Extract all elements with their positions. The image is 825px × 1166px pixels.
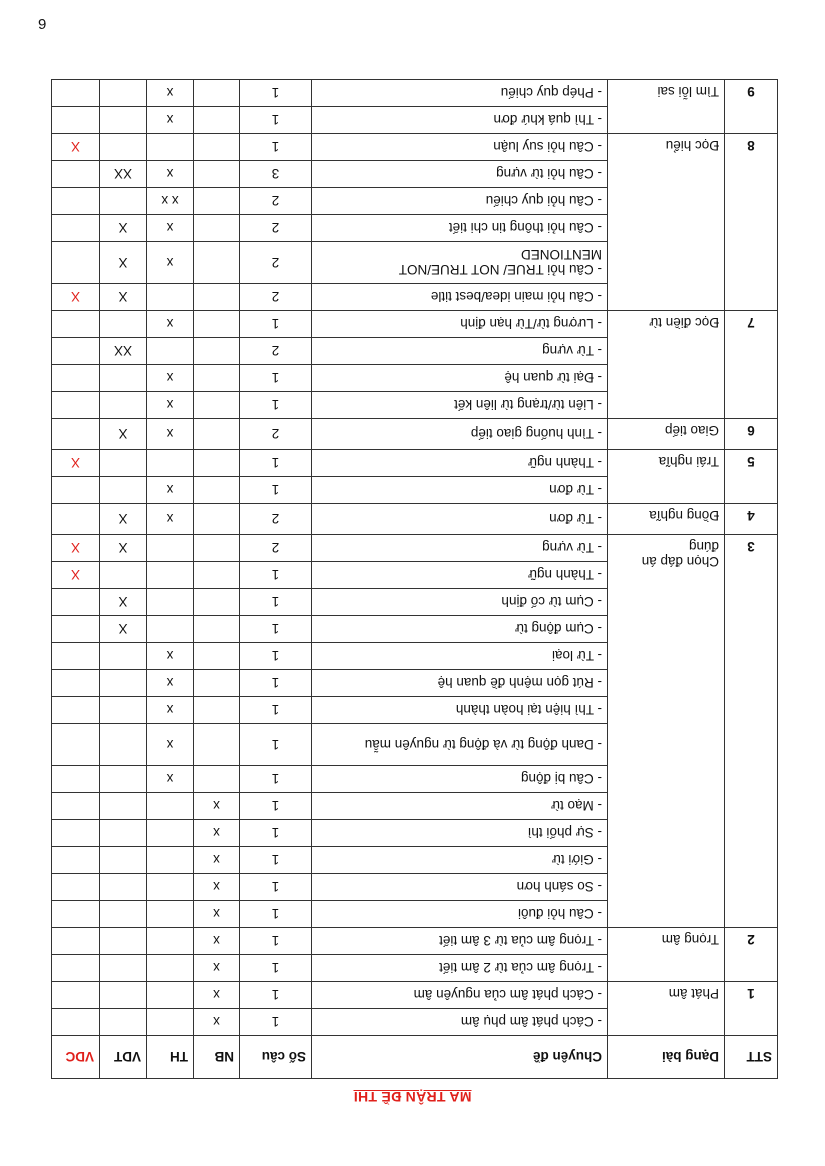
cell-vdc — [52, 504, 100, 535]
cell-vdc — [52, 724, 100, 766]
cell-vdc — [52, 161, 100, 188]
cell-vdc: X — [52, 284, 100, 311]
cell-th: x — [147, 242, 194, 284]
cell-chuyen-de: - Giới từ — [312, 847, 608, 874]
cell-stt: 4 — [725, 504, 778, 535]
cell-so-cau: 1 — [240, 820, 312, 847]
cell-nb — [194, 766, 240, 793]
cell-vdt: X — [100, 589, 147, 616]
cell-th — [147, 535, 194, 562]
cell-vdc: X — [52, 134, 100, 161]
cell-vdt: XX — [100, 161, 147, 188]
cell-nb — [194, 311, 240, 338]
cell-chuyen-de: - Câu hỏi thông tin chi tiết — [312, 215, 608, 242]
cell-th: x — [147, 670, 194, 697]
cell-so-cau: 1 — [240, 847, 312, 874]
cell-dang-bai: Đồng nghĩa — [608, 504, 725, 535]
cell-th — [147, 338, 194, 365]
cell-so-cau: 1 — [240, 107, 312, 134]
cell-so-cau: 1 — [240, 982, 312, 1009]
header-row — [52, 1036, 778, 1079]
cell-vdc — [52, 766, 100, 793]
table-row — [52, 392, 778, 419]
cell-dang-bai: Trọng âm — [608, 928, 725, 982]
cell-th — [147, 589, 194, 616]
cell-so-cau: 1 — [240, 874, 312, 901]
cell-vdt — [100, 928, 147, 955]
cell-chuyen-de: - Phép quy chiếu — [312, 80, 608, 107]
cell-vdt — [100, 901, 147, 928]
cell-nb — [194, 392, 240, 419]
cell-vdc — [52, 1009, 100, 1036]
cell-vdc — [52, 847, 100, 874]
cell-dang-bai: Chọn đáp án đúng — [608, 535, 725, 928]
header-th: TH — [147, 1036, 194, 1079]
cell-vdt — [100, 670, 147, 697]
cell-chuyen-de: - Mạo từ — [312, 793, 608, 820]
cell-nb — [194, 643, 240, 670]
cell-so-cau: 2 — [240, 188, 312, 215]
cell-chuyen-de: - Thành ngữ — [312, 450, 608, 477]
cell-nb — [194, 450, 240, 477]
cell-chuyen-de: - Từ vựng — [312, 338, 608, 365]
table-row — [52, 419, 778, 450]
cell-so-cau: 1 — [240, 724, 312, 766]
cell-nb: x — [194, 982, 240, 1009]
cell-chuyen-de: - Câu hỏi từ vựng — [312, 161, 608, 188]
cell-nb — [194, 161, 240, 188]
cell-nb — [194, 589, 240, 616]
cell-nb — [194, 284, 240, 311]
cell-vdc — [52, 107, 100, 134]
cell-th: x — [147, 365, 194, 392]
cell-vdt — [100, 562, 147, 589]
table-row — [52, 955, 778, 982]
cell-nb — [194, 107, 240, 134]
cell-th — [147, 901, 194, 928]
cell-vdt — [100, 1009, 147, 1036]
cell-chuyen-de: - Từ đơn — [312, 477, 608, 504]
cell-th — [147, 928, 194, 955]
header-vdt: VDT — [100, 1036, 147, 1079]
cell-vdc — [52, 80, 100, 107]
cell-nb — [194, 215, 240, 242]
cell-chuyen-de: - Câu hỏi đuôi — [312, 901, 608, 928]
cell-th: x — [147, 392, 194, 419]
table-row — [52, 107, 778, 134]
cell-vdc — [52, 589, 100, 616]
cell-nb — [194, 697, 240, 724]
cell-stt: 2 — [725, 928, 778, 982]
cell-vdt — [100, 365, 147, 392]
cell-th — [147, 955, 194, 982]
cell-vdc — [52, 820, 100, 847]
cell-th — [147, 134, 194, 161]
cell-vdc — [52, 215, 100, 242]
cell-so-cau: 1 — [240, 1009, 312, 1036]
cell-so-cau: 3 — [240, 161, 312, 188]
cell-vdc — [52, 338, 100, 365]
cell-vdc — [52, 670, 100, 697]
cell-so-cau: 1 — [240, 134, 312, 161]
header-chuyen-de: Chuyên đề — [312, 1036, 608, 1079]
cell-nb — [194, 535, 240, 562]
cell-th: x — [147, 477, 194, 504]
cell-so-cau: 1 — [240, 670, 312, 697]
cell-so-cau: 1 — [240, 589, 312, 616]
cell-vdc — [52, 955, 100, 982]
table-row — [52, 284, 778, 311]
cell-vdt — [100, 311, 147, 338]
cell-nb — [194, 562, 240, 589]
cell-nb: x — [194, 847, 240, 874]
cell-vdt: X — [100, 419, 147, 450]
header-stt: STT — [725, 1036, 778, 1079]
cell-so-cau: 1 — [240, 80, 312, 107]
cell-th: x x — [147, 188, 194, 215]
cell-nb: x — [194, 820, 240, 847]
cell-nb — [194, 616, 240, 643]
cell-stt: 6 — [725, 419, 778, 450]
cell-chuyen-de: - Câu bị động — [312, 766, 608, 793]
cell-so-cau: 1 — [240, 450, 312, 477]
cell-chuyen-de: - Lượng từ/Từ hạn định — [312, 311, 608, 338]
cell-so-cau: 1 — [240, 392, 312, 419]
cell-so-cau: 1 — [240, 643, 312, 670]
cell-vdc: X — [52, 535, 100, 562]
cell-stt: 1 — [725, 982, 778, 1036]
cell-vdt — [100, 392, 147, 419]
cell-vdt — [100, 766, 147, 793]
cell-stt: 3 — [725, 535, 778, 928]
cell-th: x — [147, 311, 194, 338]
cell-so-cau: 2 — [240, 504, 312, 535]
header-nb: NB — [194, 1036, 240, 1079]
cell-vdc — [52, 311, 100, 338]
cell-vdc — [52, 365, 100, 392]
cell-vdt: X — [100, 284, 147, 311]
cell-th — [147, 1009, 194, 1036]
cell-nb: x — [194, 874, 240, 901]
cell-th — [147, 874, 194, 901]
cell-chuyen-de: - Trọng âm của từ 3 âm tiết — [312, 928, 608, 955]
cell-th: x — [147, 161, 194, 188]
cell-th: x — [147, 504, 194, 535]
cell-vdt — [100, 188, 147, 215]
cell-chuyen-de: - Liên từ/trạng từ liên kết — [312, 392, 608, 419]
cell-th — [147, 793, 194, 820]
cell-so-cau: 2 — [240, 215, 312, 242]
cell-vdt: X — [100, 535, 147, 562]
cell-chuyen-de: - So sánh hơn — [312, 874, 608, 901]
cell-chuyen-de: - Rút gọn mệnh đề quan hệ — [312, 670, 608, 697]
cell-vdt — [100, 820, 147, 847]
cell-vdt: X — [100, 242, 147, 284]
cell-th: x — [147, 107, 194, 134]
exam-matrix-table — [51, 79, 778, 1079]
cell-nb — [194, 419, 240, 450]
cell-chuyen-de: - Thì quá khứ đơn — [312, 107, 608, 134]
cell-so-cau: 1 — [240, 766, 312, 793]
cell-so-cau: 2 — [240, 419, 312, 450]
cell-vdc — [52, 697, 100, 724]
cell-vdt: X — [100, 616, 147, 643]
cell-chuyen-de: - Thì hiện tại hoàn thành — [312, 697, 608, 724]
cell-so-cau: 1 — [240, 365, 312, 392]
cell-stt: 7 — [725, 311, 778, 419]
cell-nb: x — [194, 1009, 240, 1036]
cell-vdc — [52, 242, 100, 284]
cell-vdc — [52, 793, 100, 820]
cell-nb — [194, 80, 240, 107]
cell-th — [147, 450, 194, 477]
table-row — [52, 1009, 778, 1036]
cell-nb: x — [194, 928, 240, 955]
cell-so-cau: 1 — [240, 793, 312, 820]
cell-dang-bai: Phát âm — [608, 982, 725, 1036]
cell-nb — [194, 670, 240, 697]
cell-nb — [194, 338, 240, 365]
cell-so-cau: 1 — [240, 311, 312, 338]
cell-chuyen-de: - Tình huống giao tiếp — [312, 419, 608, 450]
cell-vdt — [100, 724, 147, 766]
cell-vdt — [100, 982, 147, 1009]
cell-th — [147, 562, 194, 589]
cell-vdc: X — [52, 450, 100, 477]
cell-chuyen-de: - Cụm từ cố định — [312, 589, 608, 616]
cell-th — [147, 982, 194, 1009]
cell-chuyen-de: - Câu hỏi suy luận — [312, 134, 608, 161]
table-row — [52, 477, 778, 504]
cell-nb — [194, 188, 240, 215]
header-dang-bai: Dạng bài — [608, 1036, 725, 1079]
cell-vdc — [52, 982, 100, 1009]
cell-th — [147, 616, 194, 643]
cell-dang-bai: Trái nghĩa — [608, 450, 725, 504]
cell-vdt — [100, 450, 147, 477]
cell-vdt: XX — [100, 338, 147, 365]
cell-th: x — [147, 643, 194, 670]
cell-vdt — [100, 107, 147, 134]
cell-vdt — [100, 134, 147, 161]
cell-so-cau: 1 — [240, 697, 312, 724]
cell-chuyen-de: - Câu hỏi main idea/best title — [312, 284, 608, 311]
cell-so-cau: 1 — [240, 928, 312, 955]
cell-so-cau: 2 — [240, 535, 312, 562]
cell-chuyen-de: - Trọng âm của từ 2 âm tiết — [312, 955, 608, 982]
cell-chuyen-de: - Câu hỏi TRUE/ NOT TRUE/NOT MENTIONED — [312, 242, 608, 284]
cell-nb — [194, 242, 240, 284]
cell-vdc — [52, 616, 100, 643]
cell-vdt — [100, 955, 147, 982]
cell-chuyen-de: - Từ đơn — [312, 504, 608, 535]
cell-stt: 8 — [725, 134, 778, 311]
cell-chuyen-de: - Câu hỏi quy chiếu — [312, 188, 608, 215]
cell-th — [147, 847, 194, 874]
cell-chuyen-de: - Cách phát âm của nguyên âm — [312, 982, 608, 1009]
cell-so-cau: 1 — [240, 901, 312, 928]
cell-so-cau: 1 — [240, 477, 312, 504]
cell-th: x — [147, 215, 194, 242]
cell-vdt — [100, 80, 147, 107]
cell-vdc — [52, 188, 100, 215]
cell-vdc: X — [52, 562, 100, 589]
cell-vdt — [100, 643, 147, 670]
cell-vdc — [52, 643, 100, 670]
cell-vdc — [52, 477, 100, 504]
cell-nb — [194, 134, 240, 161]
cell-th — [147, 820, 194, 847]
cell-dang-bai: Tìm lỗi sai — [608, 80, 725, 134]
cell-vdc — [52, 901, 100, 928]
cell-chuyen-de: - Danh động từ và động từ nguyên mẫu — [312, 724, 608, 766]
cell-th: x — [147, 697, 194, 724]
header-so-cau: Số câu — [240, 1036, 312, 1079]
cell-th — [147, 284, 194, 311]
cell-nb — [194, 504, 240, 535]
cell-chuyen-de: - Cách phát âm phụ âm — [312, 1009, 608, 1036]
table-body — [52, 80, 778, 1036]
page-number: 9 — [38, 16, 47, 33]
page-title: MA TRẬN ĐỀ THI — [353, 1089, 472, 1105]
cell-so-cau: 1 — [240, 616, 312, 643]
cell-vdt — [100, 477, 147, 504]
cell-th: x — [147, 724, 194, 766]
cell-chuyen-de: - Từ vựng — [312, 535, 608, 562]
cell-chuyen-de: - Cụm động từ — [312, 616, 608, 643]
cell-vdc — [52, 928, 100, 955]
cell-nb — [194, 724, 240, 766]
cell-vdc — [52, 392, 100, 419]
cell-nb: x — [194, 793, 240, 820]
cell-dang-bai: Đọc điền từ — [608, 311, 725, 419]
cell-stt: 5 — [725, 450, 778, 504]
cell-vdt — [100, 847, 147, 874]
table-row — [52, 504, 778, 535]
cell-chuyen-de: - Sự phối thì — [312, 820, 608, 847]
cell-vdc — [52, 874, 100, 901]
cell-dang-bai: Giao tiếp — [608, 419, 725, 450]
cell-nb — [194, 365, 240, 392]
table-row — [52, 901, 778, 928]
cell-so-cau: 2 — [240, 284, 312, 311]
cell-vdc — [52, 419, 100, 450]
cell-vdt — [100, 874, 147, 901]
cell-nb: x — [194, 955, 240, 982]
cell-chuyen-de: - Từ loại — [312, 643, 608, 670]
cell-stt: 9 — [725, 80, 778, 134]
cell-nb: x — [194, 901, 240, 928]
cell-so-cau: 1 — [240, 562, 312, 589]
cell-nb — [194, 477, 240, 504]
cell-so-cau: 1 — [240, 955, 312, 982]
cell-so-cau: 2 — [240, 338, 312, 365]
cell-chuyen-de: - Đại từ quan hệ — [312, 365, 608, 392]
cell-th: x — [147, 80, 194, 107]
cell-chuyen-de: - Thành ngữ — [312, 562, 608, 589]
cell-vdt — [100, 697, 147, 724]
cell-vdt: X — [100, 504, 147, 535]
cell-th: x — [147, 766, 194, 793]
cell-dang-bai: Đọc hiểu — [608, 134, 725, 311]
cell-vdt — [100, 793, 147, 820]
header-vdc: VDC — [52, 1036, 100, 1079]
cell-vdt: X — [100, 215, 147, 242]
cell-so-cau: 2 — [240, 242, 312, 284]
cell-th: x — [147, 419, 194, 450]
